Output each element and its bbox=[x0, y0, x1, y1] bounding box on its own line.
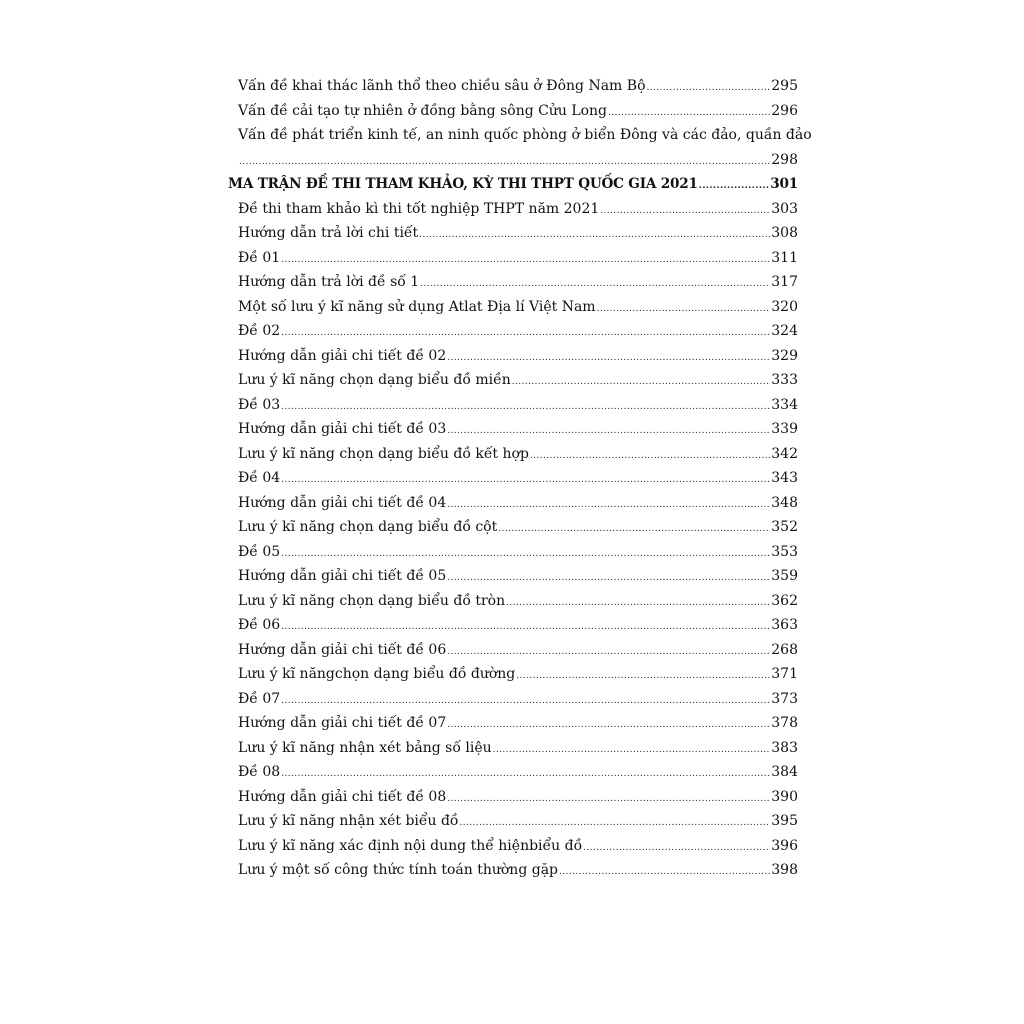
toc-entry bbox=[228, 319, 798, 344]
toc-entry-page: 371 bbox=[771, 666, 798, 682]
dot-leader bbox=[559, 860, 770, 885]
toc-entry-page: 373 bbox=[771, 690, 798, 707]
dot-leader bbox=[447, 787, 770, 812]
dot-leader bbox=[516, 664, 770, 689]
toc-entry bbox=[228, 368, 798, 393]
toc-entry bbox=[228, 564, 798, 589]
toc-entry-title: Đề 06 bbox=[238, 617, 281, 633]
toc-entry-title: Lưu ý kĩ năng nhận xét biểu đồ bbox=[238, 813, 459, 829]
dot-leader bbox=[600, 199, 770, 224]
toc-entry-page: 363 bbox=[771, 617, 798, 633]
toc-entry-page: 396 bbox=[771, 837, 798, 854]
toc-entry-page: 296 bbox=[771, 102, 798, 119]
toc-entry-title: Lưu ý kĩ năng chọn dạng biểu đồ miền bbox=[238, 372, 511, 388]
toc-entry-page: 390 bbox=[771, 788, 798, 805]
toc-entry-title: Hướng dẫn giải chi tiết đề 06 bbox=[238, 641, 447, 658]
toc-entry-title: Hướng dẫn giải chi tiết đề 02 bbox=[238, 347, 447, 364]
dot-leader bbox=[447, 566, 770, 591]
toc-entry-title: Đề thi tham khảo kì thi tốt nghiệp THPT năm 2021 bbox=[238, 200, 600, 217]
table-of-contents bbox=[228, 74, 812, 883]
toc-entry bbox=[228, 393, 798, 418]
toc-entry-page: 359 bbox=[771, 568, 798, 584]
toc-entry-page: 339 bbox=[771, 421, 798, 437]
toc-entry-title: Lưu ý kĩ năng xác định nội dung thể hiệnbiểu đồ bbox=[238, 837, 583, 854]
toc-entry-page: 395 bbox=[771, 813, 798, 829]
toc-entry bbox=[228, 466, 798, 491]
toc-entry-page: 334 bbox=[771, 396, 798, 413]
dot-leader bbox=[447, 346, 770, 371]
toc-entry bbox=[228, 809, 798, 834]
dot-leader bbox=[530, 444, 770, 469]
toc-entry bbox=[228, 270, 798, 295]
toc-entry-page: 348 bbox=[771, 494, 798, 511]
toc-entry-title: Lưu ý kĩ năng nhận xét bảng số liệu bbox=[238, 739, 492, 756]
toc-entry-title: Hướng dẫn giải chi tiết đề 05 bbox=[238, 568, 447, 584]
toc-entry bbox=[228, 221, 798, 246]
toc-entry-title: Đề 07 bbox=[238, 690, 281, 707]
toc-entry-page: 398 bbox=[771, 862, 798, 878]
toc-entry-title-wrapped: Vấn đề phát triển kinh tế, an ninh quốc phòng ở biển Đông và các đảo, quần đảo bbox=[238, 127, 812, 143]
dot-leader bbox=[420, 272, 770, 297]
toc-entry-title: Lưu ý kĩ năng chọn dạng biểu đồ kết hợp bbox=[238, 445, 529, 462]
toc-entry-title: Hướng dẫn giải chi tiết đề 07 bbox=[238, 715, 447, 731]
dot-leader bbox=[447, 419, 770, 444]
toc-entry-title: Đề 08 bbox=[238, 764, 281, 780]
dot-leader bbox=[281, 615, 770, 640]
toc-entry-page: 317 bbox=[771, 274, 798, 290]
toc-entry bbox=[228, 638, 798, 663]
toc-entry bbox=[228, 589, 798, 614]
toc-item-list bbox=[228, 197, 798, 883]
dot-leader bbox=[239, 150, 770, 175]
toc-section-heading bbox=[228, 172, 798, 197]
dot-leader bbox=[512, 370, 771, 395]
toc-entry-title: Lưu ý kĩ năng chọn dạng biểu đồ tròn bbox=[238, 592, 506, 609]
toc-entry-title: Đề 04 bbox=[238, 470, 281, 486]
toc-entry-title: Vấn đề khai thác lãnh thổ theo chiều sâu ở Đông Nam Bộ bbox=[238, 78, 646, 94]
toc-entry-page: 324 bbox=[771, 323, 798, 339]
toc-entry bbox=[228, 785, 798, 810]
toc-entry bbox=[228, 99, 798, 124]
dot-leader bbox=[419, 223, 770, 248]
toc-entry-page: 320 bbox=[771, 298, 798, 315]
toc-entry bbox=[228, 711, 798, 736]
toc-entry bbox=[228, 736, 798, 761]
toc-entry bbox=[228, 442, 798, 467]
toc-entry-page: 352 bbox=[771, 519, 798, 535]
toc-entry bbox=[228, 613, 798, 638]
toc-entry bbox=[228, 197, 798, 222]
dot-leader bbox=[447, 713, 770, 738]
toc-entry bbox=[228, 540, 798, 565]
toc-entry-page: 311 bbox=[771, 249, 798, 266]
toc-entry-page: 343 bbox=[771, 470, 798, 486]
dot-leader bbox=[460, 811, 771, 836]
toc-entry-page: 384 bbox=[771, 764, 798, 780]
dot-leader bbox=[281, 689, 770, 714]
dot-leader bbox=[281, 542, 770, 567]
toc-entry bbox=[228, 687, 798, 712]
toc-entry-title: Hướng dẫn trả lời chi tiết bbox=[238, 225, 419, 241]
dot-leader bbox=[647, 76, 771, 101]
toc-entry-page: 295 bbox=[771, 78, 798, 94]
toc-entry-title: Vấn đề cải tạo tự nhiên ở đồng bằng sông Cửu Long bbox=[238, 102, 608, 119]
toc-entry-page: 342 bbox=[771, 445, 798, 462]
toc-entry-title: Hướng dẫn giải chi tiết đề 03 bbox=[238, 421, 447, 437]
toc-entry bbox=[228, 662, 798, 687]
dot-leader bbox=[597, 297, 771, 322]
toc-entry-title: Đề 05 bbox=[238, 543, 281, 560]
toc-entry-page: 333 bbox=[771, 372, 798, 388]
toc-entry-page: 383 bbox=[771, 739, 798, 756]
toc-entry-title: Lưu ý kĩ năng chọn dạng biểu đồ cột bbox=[238, 519, 498, 535]
toc-entry-title: Đề 01 bbox=[238, 249, 281, 266]
toc-entry bbox=[228, 834, 798, 859]
toc-entry-title: Đề 02 bbox=[238, 323, 281, 339]
dot-leader bbox=[281, 248, 770, 273]
toc-entry-title: Lưu ý kĩ năngchọn dạng biểu đồ đường bbox=[238, 666, 516, 682]
dot-leader bbox=[699, 174, 769, 199]
toc-entry bbox=[228, 295, 798, 320]
toc-entry-title: Hướng dẫn trả lời đề số 1 bbox=[238, 274, 420, 290]
toc-entry-title: Hướng dẫn giải chi tiết đề 08 bbox=[238, 788, 447, 805]
dot-leader bbox=[281, 395, 770, 420]
dot-leader bbox=[506, 591, 770, 616]
toc-entry bbox=[228, 344, 798, 369]
toc-entry-page: 268 bbox=[771, 641, 798, 658]
toc-entry bbox=[228, 246, 798, 271]
section-title: MA TRẬN ĐỀ THI THAM KHẢO, KỲ THI THPT QUỐC GIA 2021 bbox=[228, 176, 698, 192]
dot-leader bbox=[281, 762, 770, 787]
dot-leader bbox=[281, 468, 770, 493]
toc-entry bbox=[228, 491, 798, 516]
toc-entry-page: 303 bbox=[771, 200, 798, 217]
section-page: 301 bbox=[770, 176, 798, 192]
dot-leader bbox=[498, 517, 770, 542]
toc-entry bbox=[228, 417, 798, 442]
toc-entry-page: 329 bbox=[771, 347, 798, 364]
dot-leader bbox=[281, 321, 770, 346]
toc-entry-title: Đề 03 bbox=[238, 396, 281, 413]
toc-entry-page: 378 bbox=[771, 715, 798, 731]
toc-entry-page: 362 bbox=[771, 592, 798, 609]
toc-entry-title: Một số lưu ý kĩ năng sử dụng Atlat Địa lí Việt Nam bbox=[238, 298, 596, 315]
dot-leader bbox=[493, 738, 771, 763]
toc-entry bbox=[228, 760, 798, 785]
toc-entry-page: 308 bbox=[771, 225, 798, 241]
toc-entry-title: Hướng dẫn giải chi tiết đề 04 bbox=[238, 494, 447, 511]
toc-entry bbox=[228, 74, 798, 99]
toc-entry bbox=[228, 858, 798, 883]
dot-leader bbox=[608, 101, 770, 126]
toc-entry bbox=[228, 515, 798, 540]
dot-leader bbox=[583, 836, 770, 861]
toc-entry-title: Lưu ý một số công thức tính toán thường gặp bbox=[238, 862, 559, 878]
toc-entry-continuation bbox=[228, 148, 798, 173]
dot-leader bbox=[447, 640, 770, 665]
toc-entry-page: 353 bbox=[771, 543, 798, 560]
dot-leader bbox=[447, 493, 770, 518]
toc-entry-page: 298 bbox=[771, 151, 798, 168]
